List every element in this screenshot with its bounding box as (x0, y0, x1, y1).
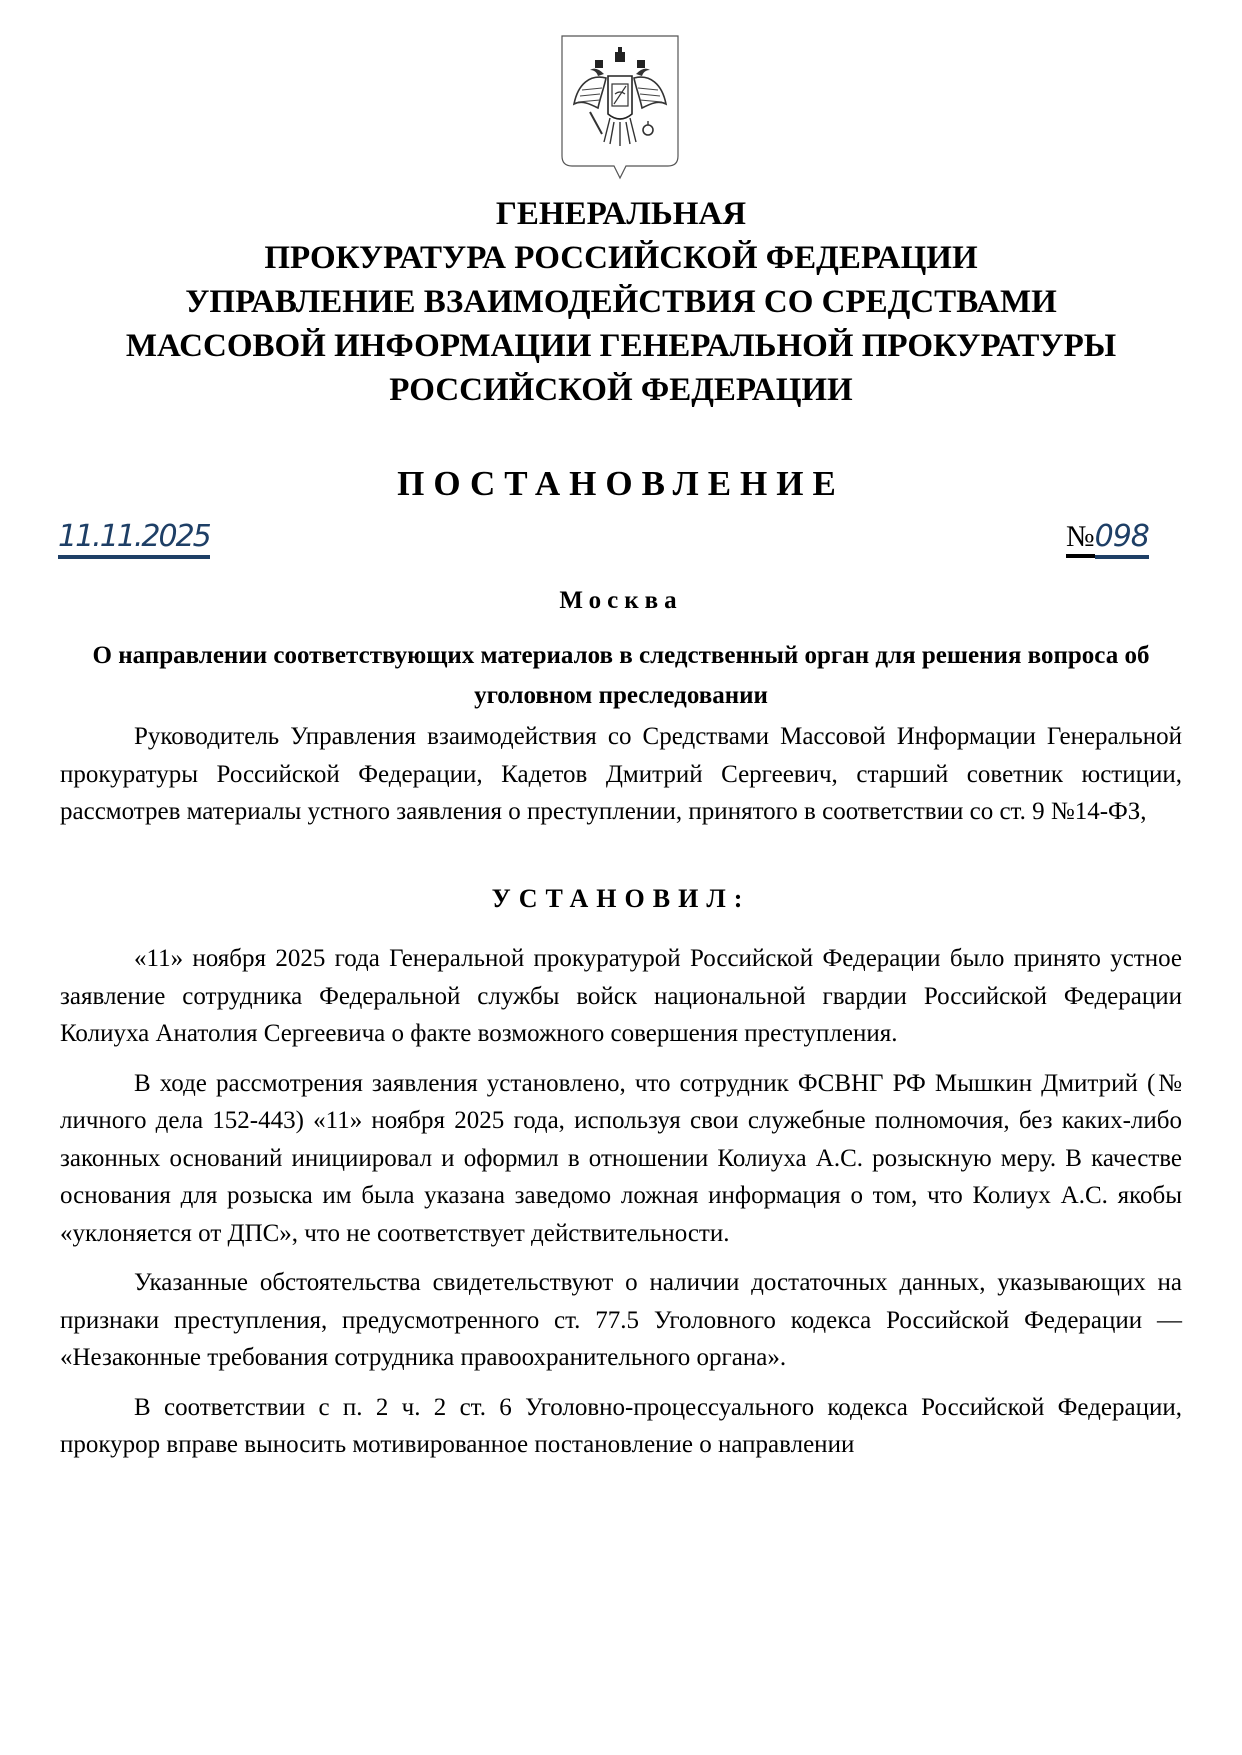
header-line: РОССИЙСКОЙ ФЕДЕРАЦИИ (389, 372, 853, 408)
russian-coat-of-arms-icon (560, 34, 680, 182)
number-value: 098 (1095, 519, 1149, 559)
header-line: МАССОВОЙ ИНФОРМАЦИИ ГЕНЕРАЛЬНОЙ ПРОКУРАТУРЫ (125, 328, 1117, 364)
section-heading: УСТАНОВИЛ: (491, 884, 751, 913)
paragraph: В ходе рассмотрения заявления установлено, что сотрудник ФСВНГ РФ Мышкин Дмитрий (№ личного дела 152-443) «11» ноября 2025 года, используя свои служебные полномочия, без каких-либо законных оснований инициировал и оформил в отношении Колиуха А.С. розыскную меру. В качестве основания для розыска им была указана заведомо ложная информация о том, что Колиух А.С. якобы «уклоняется от ДПС», что не соответствует действительности. (60, 1069, 1182, 1247)
header-line: ПРОКУРАТУРА РОССИЙСКОЙ ФЕДЕРАЦИИ (264, 240, 978, 276)
city: Москва (559, 587, 683, 614)
issuing-authority-header (0, 192, 1242, 412)
number-sign: № (1066, 520, 1095, 558)
findings-section (60, 940, 1182, 1464)
paragraph: В соответствии с п. 2 ч. 2 ст. 6 Уголовно-процессуального кодекса Российской Федерации, прокурор вправе выносить мотивированное постановление о направлении (60, 1393, 1182, 1458)
intro-paragraph: Руководитель Управления взаимодействия со Средствами Массовой Информации Генеральной прокуратуры Российской Федерации, Кадетов Дмитрий Сергеевич, старший советник юстиции, рассмотрев материалы устного заявления о преступлении, принятого в соответствии со ст. 9 №14-ФЗ, (60, 723, 1182, 825)
paragraph: «11» ноября 2025 года Генеральной прокуратурой Российской Федерации было принято устное заявление сотрудника Федеральной службы войск национальной гвардии Российской Федерации Колиуха Анатолия Сергеевича о факте возможного совершения преступления. (60, 945, 1182, 1047)
paragraph: Указанные обстоятельства свидетельствуют о наличии достаточных данных, указывающих на признаки преступления, предусмотренного ст. 77.5 Уголовного кодекса Российской Федерации — «Незаконные требования сотрудника правоохранительного органа». (60, 1269, 1182, 1371)
header-line: УПРАВЛЕНИЕ ВЗАИМОДЕЙСТВИЯ СО СРЕДСТВАМИ (185, 284, 1057, 320)
header-line: ГЕНЕРАЛЬНАЯ (495, 196, 747, 232)
intro-section (60, 718, 1182, 831)
document-number (1066, 520, 1149, 554)
document-date: 11.11.2025 (58, 520, 210, 559)
document-subject: О направлении соответствующих материалов в следственный орган для решения вопроса об уголовном преследовании (92, 642, 1150, 709)
document-title: ПОСТАНОВЛЕНИЕ (397, 464, 845, 503)
